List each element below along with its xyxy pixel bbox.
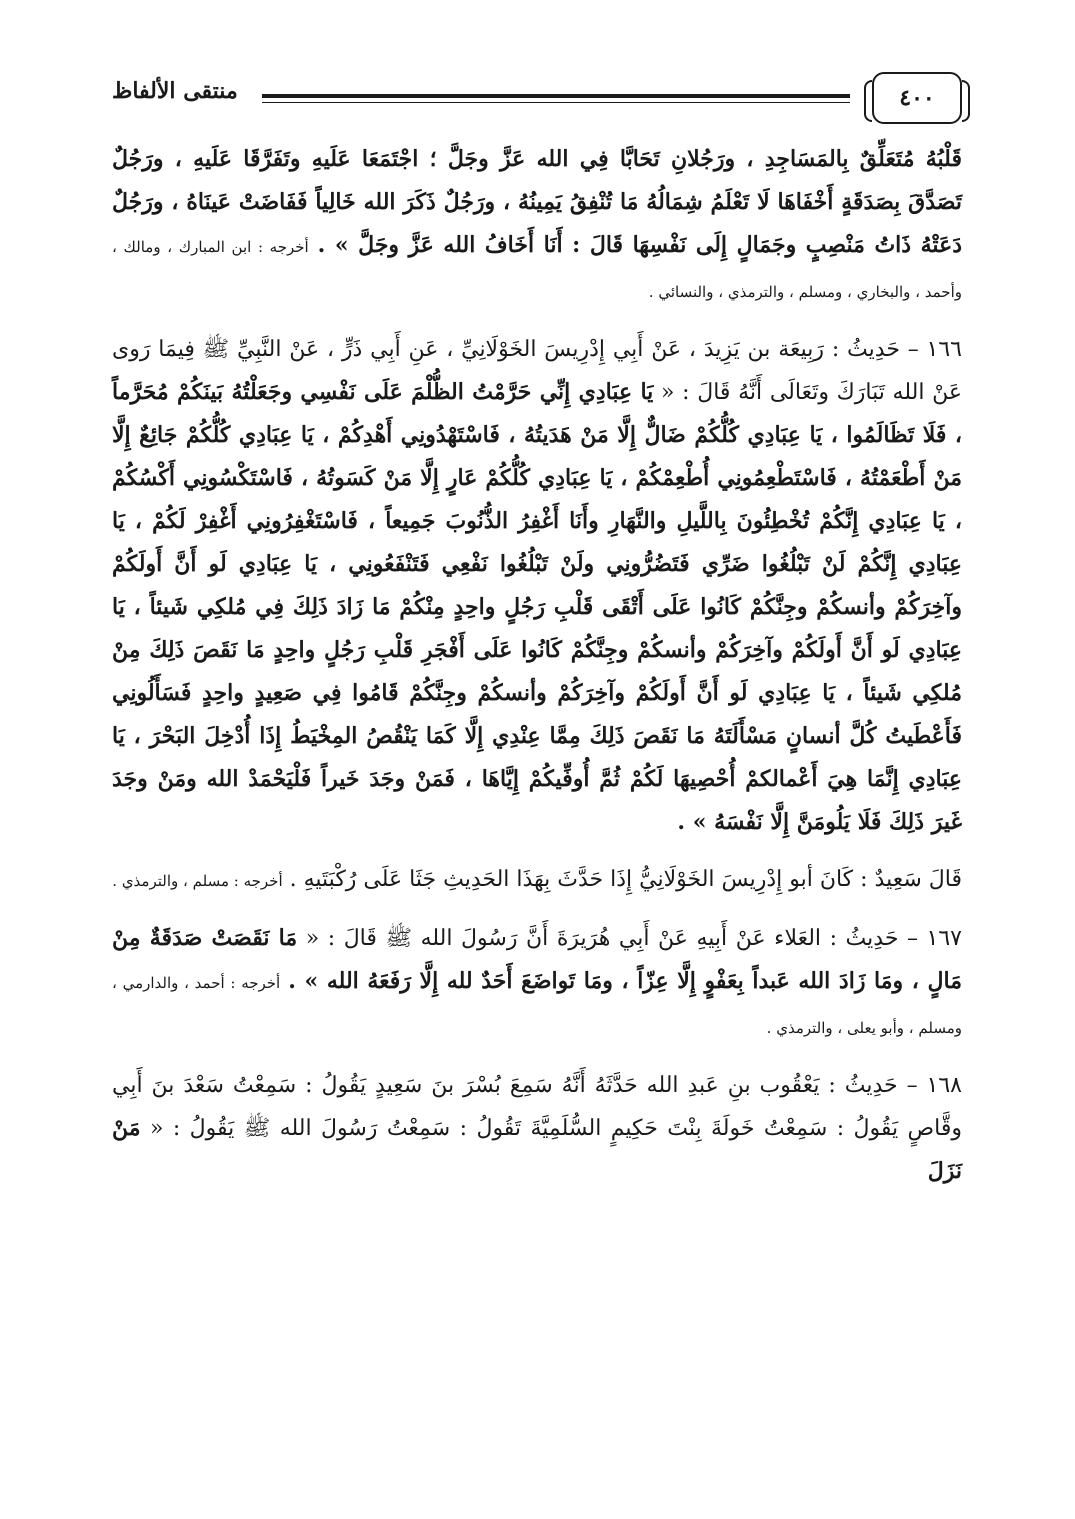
hadith-168 — [112, 1064, 962, 1193]
hadith-167 — [112, 917, 962, 1050]
hadith-continuation — [112, 138, 962, 314]
hadith-166 — [112, 328, 962, 844]
note-text: قَالَ سَعِيدٌ : كَانَ أبو إِدْرِيسَ الخَوْلَانِيُّ إِذَا حَدَّثَ بِهَذَا الحَدِيثِ جَثَا عَلَى رُكْبَتَيهِ . — [289, 867, 962, 892]
hadith-text: مَا نَقَصَتْ صَدَقَةٌ مِنْ مَالٍ ، ومَا زَادَ الله عَبداً بِعَفْوٍ إِلَّا عِزّاً ، ومَا تَواضَعَ أَحَدٌ لله إِلَّا رَفَعَهُ الله » . — [112, 925, 962, 994]
hadith-intro: ١٦٧ – حَدِيثُ : العَلاء عَنْ أَبِيهِ عَنْ أَبِي هُرَيرَةَ أَنَّ رَسُولَ الله ﷺ قَالَ : « — [305, 926, 962, 951]
hadith-intro: ١٦٦ – حَدِيثُ : رَبِيعَة بن يَزِيدَ ، عَنْ أَبِي إِدْرِيسَ الخَوْلَانِيِّ ، عَنِ أَبِي ذَرٍّ ، عَنْ النَّبِيِّ ﷺ فِيمَا رَوى عَنْ الله تَبَارَكَ وتَعَالَى أَنَّهُ قَالَ : « — [112, 337, 962, 405]
page-number: ٤٠٠ — [872, 72, 962, 124]
hadith-text: قَلْبُهُ مُتَعَلِّقٌ بِالمَسَاجِدِ ، ورَجُلانِ تَحَابَّا فِي الله عَزَّ وجَلَّ ؛ اجْتَمَعَا عَلَيهِ وتَفَرَّقَا عَلَيهِ ، ورَجُلٌ تَصَدَّقَ بِصَدَقَةٍ أَخْفَاهَا لَا تَعْلَمُ شِمَالُهُ مَا تُنْفِقُ يَمِينُهُ ، ورَجُلٌ ذَكَرَ الله خَالِياً فَفَاضَتْ عَينَاهُ ، ورَجُلٌ دَعَتْهُ ذَاتُ مَنْصِبٍ وجَمَالٍ إِلَى نَفْسِهَا قَالَ : أَنَا أَخَافُ الله عَزَّ وجَلَّ » . — [112, 146, 962, 258]
book-title: منتقى الألفاظ — [112, 78, 238, 104]
page — [112, 70, 962, 1193]
page-header — [112, 70, 962, 138]
hadith-source: أخرجه : ابن المبارك ، ومالك ، وأحمد ، والبخاري ، ومسلم ، والترمذي ، والنسائي . — [112, 238, 962, 301]
hadith-intro: ١٦٨ – حَدِيثُ : يَعْقُوب بنِ عَبدِ الله حَدَّثَهُ أَنَّهُ سَمِعَ بُسْرَ بنَ سَعِيدٍ يَقُولُ : سَمِعْتُ سَعْدَ بنَ أَبِي وقَّاصٍ يَقُولُ : سَمِعْتُ خَولَةَ بِنْتَ حَكِيمٍ السُّلَمِيَّةَ تَقُولُ : سَمِعْتُ رَسُولَ الله ﷺ يَقُولُ : « — [112, 1073, 962, 1141]
hadith-source: أخرجه : أحمد ، والدارمي ، ومسلم ، وأبو يعلى ، والترمذي . — [112, 974, 962, 1037]
hadith-text: مَنْ نَزَلَ — [112, 1115, 962, 1184]
header-rule — [262, 94, 850, 98]
hadith-text: يَا عِبَادِي إِنِّي حَرَّمْتُ الظُّلْمَ عَلَى نَفْسِي وجَعَلْتُهُ بَينَكُمْ مُحَرَّماً ، فَلَا تَظَالَمُوا ، يَا عِبَادِي كُلُّكُمْ ضَالٌّ إِلَّا مَنْ هَدَيتُهُ ، فَاسْتَهْدُونِي أَهْدِكُمْ ، يَا عِبَادِي كُلُّكُمْ جَائِعٌ إِلَّا مَنْ أَطْعَمْتُهُ ، فَاسْتَطْعِمُونِي أُطْعِمْكُمْ ، يَا عِبَادِي كُلُّكُمْ عَارٍ إِلَّا مَنْ كَسَوتُهُ ، فَاسْتَكْسُونِي أَكْسُكُمْ ، يَا عِبَادِي إِنَّكُمْ تُخْطِئُونَ بِاللَّيلِ والنَّهَارِ وأَنَا أَغْفِرُ الذُّنُوبَ جَمِيعاً ، فَاسْتَغْفِرُونِي أَغْفِرْ لَكُمْ ، يَا عِبَادِي إِنَّكُمْ لَنْ تَبْلُغُوا ضَرِّي فَتَضُرُّونِي ولَنْ تَبْلُغُوا نَفْعِي فَتَنْفَعُونِي ، يَا عِبَادِي لَو أَنَّ أَولَكُمْ وآخِرَكُمْ وأنسكُمْ وجِنَّكُمْ كَانُوا عَلَى أَتْقَى قَلْبِ رَجُلٍ واحِدٍ مِنْكُمْ مَا زَادَ ذَلِكَ فِي مُلكِي شَيئاً ، يَا عِبَادِي لَو أَنَّ أَولَكُمْ وآخِرَكُمْ وأنسكُمْ وجِنَّكُمْ كَانُوا عَلَى أَفْجَرِ قَلْبِ رَجُلٍ واحِدٍ مَا نَقَصَ ذَلِكَ مِنْ مُلكِي شَيئاً ، يَا عِبَادِي لَو أَنَّ أَولَكُمْ وآخِرَكُمْ وأنسكُمْ وجِنَّكُمْ قَامُوا فِي صَعِيدٍ واحِدٍ فَسَأَلُونِي فَأَعْطَيتُ كُلَّ أنسانٍ مَسْأَلَتَهُ مَا نَقَصَ ذَلِكَ مِمَّا عِنْدِي إِلَّا كَمَا يَنْقُصُ المِخْيَطُ إِذَا أُدْخِلَ البَحْرَ ، يَا عِبَادِي إِنَّمَا هِيَ أَعْمالكمْ أُحْصِيهَا لَكُمْ ثُمَّ أُوفِّيكُمْ إِيَّاهَا ، فَمَنْ وجَدَ خَيراً فَلْيَحْمَدْ الله ومَنْ وجَدَ غَيرَ ذَلِكَ فَلَا يَلُومَنَّ إِلَّا نَفْسَهُ » . — [112, 379, 962, 835]
hadith-source: أخرجه : مسلم ، والترمذي . — [112, 872, 283, 890]
said-note — [112, 858, 962, 903]
